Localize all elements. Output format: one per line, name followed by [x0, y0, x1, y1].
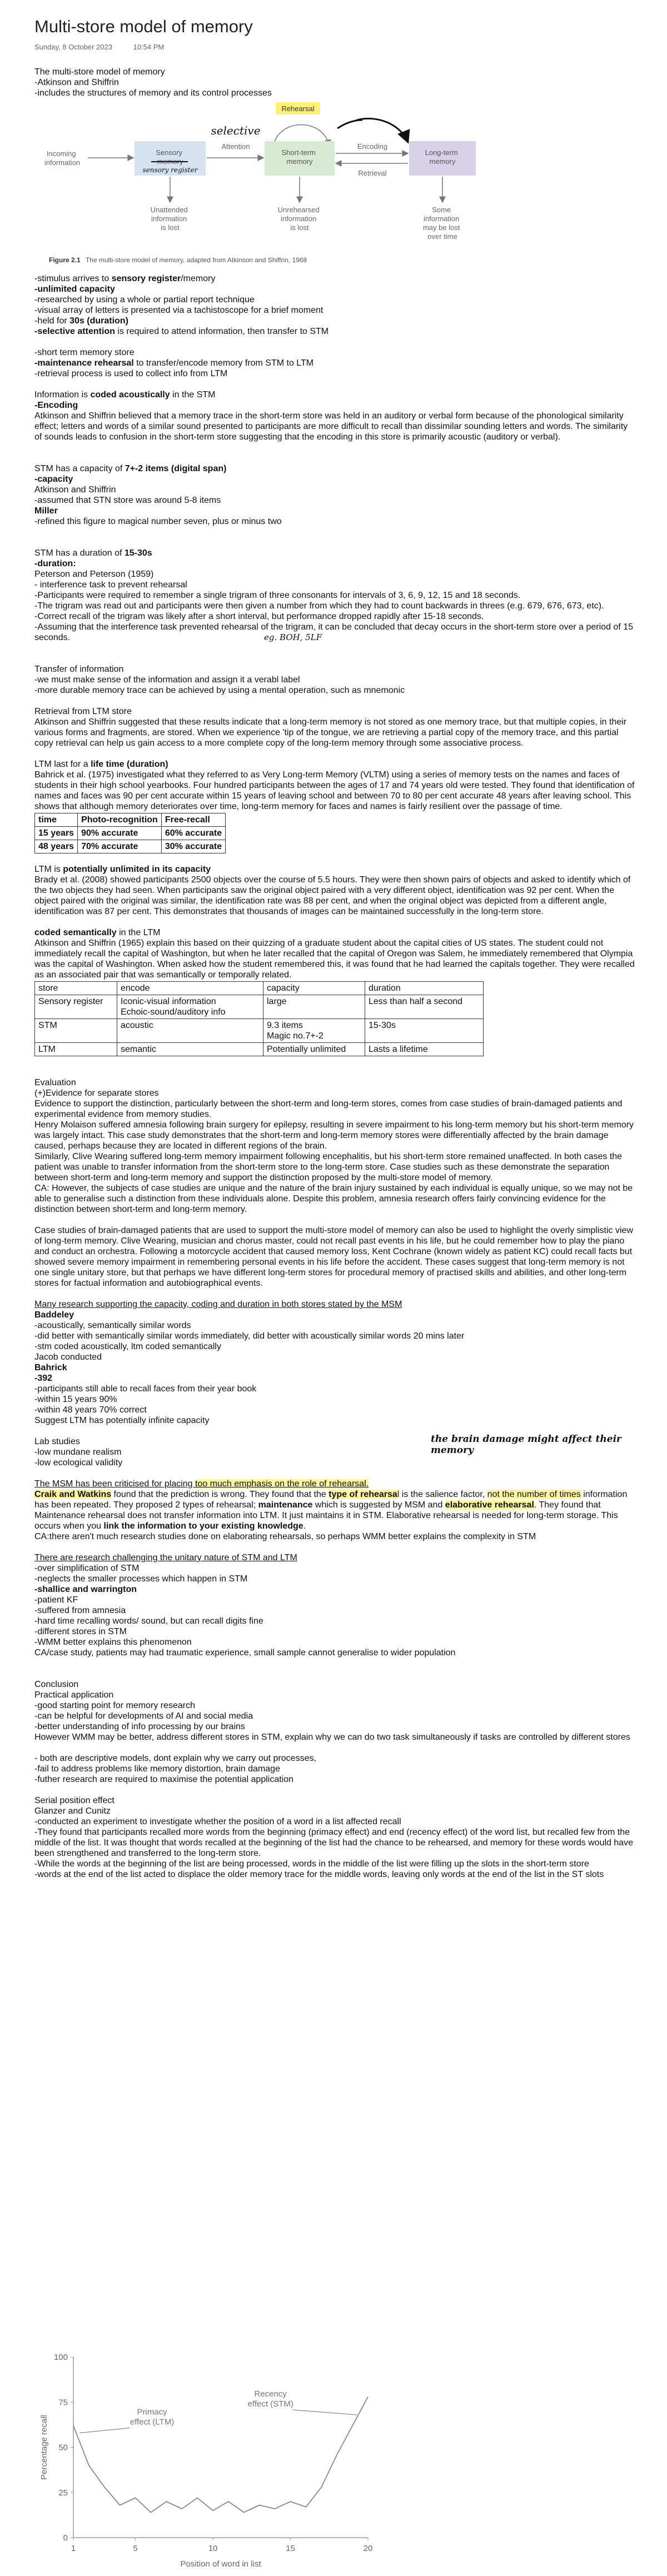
paragraph: Evidence to support the distinction, particularly between the short-term and long-term stores, comes from case studies of brain-damaged patients and experimental evidence from memory studies.	[34, 1099, 625, 1119]
intro-block	[34, 67, 635, 98]
paragraph: -Assuming that the interference task prevented rehearsal of the trigram, it can be concluded that decay occurs in the short-term store over a period of 15 seconds.	[34, 622, 636, 642]
handwritten-sensory-register: sensory register	[142, 166, 198, 174]
table-row	[35, 1043, 484, 1056]
text-line: -shallice and warrington	[34, 1585, 137, 1594]
table-cell: 90% accurate	[78, 827, 162, 840]
table-cell: LTM	[35, 1043, 117, 1056]
table-header-cell: store	[35, 982, 117, 995]
text-line: Peterson and Peterson (1959)	[34, 570, 154, 579]
table-header-cell: time	[35, 813, 78, 827]
paragraph: CA: However, the subjects of case studies are unique and the nature of the brain injury sustained by each individual is equally unique, so we may not be able to generalise such a distinction from these individuals alone. Despite this problem, amnesia research offers fairly convincing evidence for the distinction between short-term and long-term memory.	[34, 1184, 635, 1214]
text-line: -did better with semantically similar words immediately, did better with acoustically similar words 20 mins later	[34, 1331, 465, 1341]
table-cell: semantic	[117, 1043, 263, 1056]
text-line: -duration:	[34, 559, 76, 568]
sensory-section	[34, 273, 638, 1880]
table-cell: 9.3 items Magic no.7+-2	[263, 1019, 365, 1043]
table-header-row	[35, 813, 226, 827]
primacy-annotation: Primacy effect (LTM)	[130, 2407, 175, 2427]
text-line: -WMM better explains this phenomenon	[34, 1638, 192, 1647]
unrehearsed-label: Unrehearsed information is lost	[277, 206, 320, 232]
text-line: Glanzer and Cunitz	[34, 1806, 111, 1816]
some-info-label: Some information may be lost over time	[422, 206, 460, 241]
text-line: -participants still able to recall faces from their year book	[34, 1384, 257, 1394]
text-line: -conducted an experiment to investigate whether the position of a word in a list affected recall	[34, 1817, 401, 1826]
text-line: -low ecological validity	[34, 1458, 123, 1467]
chart-axes	[54, 2353, 372, 2553]
handwritten-note: eg. BOH, 5LF	[264, 632, 322, 642]
stores-table	[34, 981, 484, 1056]
paragraph: -Correct recall of the trigram was likely after a short interval, but performance dropped rapidly after 15-18 seconds.	[34, 612, 484, 621]
y-tick-label: 0	[63, 2533, 68, 2543]
x-tick-label: 10	[208, 2544, 218, 2553]
table-header-cell: encode	[117, 982, 263, 995]
text-line: -within 48 years 70% correct	[34, 1405, 147, 1415]
text-line: -over simplification of STM	[34, 1564, 140, 1573]
text-line: -neglects the smaller processes which happen in STM	[34, 1574, 248, 1584]
paragraph: Brady et al. (2008) showed participants 2500 objects over the course of 5.5 hours. They were then shown pairs of objects and asked to identify which of the two objects they had seen. When participants saw the original object paired with a very different object, identification was 92 per cent. When the object paired with the original was similar, the identification rate was 88 per cent, and when the original object was depicted from a different angle, identification was 87 per cent. This demonstrates that thousands of images can be maintained successfully in the long-term store.	[34, 875, 633, 916]
text-line: - interference task to prevent rehearsal	[34, 580, 187, 590]
intro-line: -Atkinson and Shiffrin	[34, 78, 119, 87]
text-line: Information is coded acoustically in the STM	[34, 390, 216, 400]
table-cell: 60% accurate	[161, 827, 225, 840]
text-line: Conclusion	[34, 1680, 79, 1689]
text-line: Baddeley	[34, 1310, 74, 1320]
x-axis-label: Position of word in list	[180, 2559, 261, 2569]
long-term-memory-label: Long-term memory	[425, 148, 458, 166]
y-tick-label: 25	[58, 2488, 68, 2498]
encoding-label: Encoding	[357, 142, 388, 151]
text-line: -retrieval process is used to collect info from LTM	[34, 369, 228, 378]
note-time: 10:54 PM	[133, 43, 165, 51]
text-line: -unlimited capacity	[34, 284, 115, 294]
text-line: -acoustically, semantically similar words	[34, 1321, 191, 1330]
text-line: -more durable memory trace can be achieved by using a mental operation, such as mnemonic	[34, 686, 405, 695]
text-line: -low mundane realism	[34, 1447, 122, 1457]
text-line: -hard time recalling words/ sound, but can recall digits fine	[34, 1616, 263, 1626]
text-line: Retrieval from LTM store	[34, 707, 132, 716]
text-line: Jacob conducted	[34, 1352, 102, 1362]
y-tick-label: 75	[58, 2398, 68, 2408]
table-header-cell: Photo-recognition	[78, 813, 162, 827]
table-cell: Iconic-visual information Echoic-sound/auditory info	[117, 995, 263, 1019]
text-line: Bahrick	[34, 1363, 67, 1372]
text-line: -fail to address problems like memory distortion, brain damage	[34, 1764, 280, 1774]
table-cell: 30% accurate	[161, 840, 225, 853]
retrieval-label: Retrieval	[358, 169, 387, 177]
text-line: STM has a duration of 15-30s	[34, 548, 152, 558]
handdrawn-arrow	[357, 118, 408, 142]
annotation-pointer	[79, 2428, 130, 2433]
text-line: -392	[34, 1374, 53, 1383]
text-line: STM has a capacity of 7+-2 items (digital span)	[34, 464, 227, 473]
handdrawn-stroke	[337, 120, 362, 128]
text-line: -short term memory store	[34, 348, 135, 357]
section-heading: Many research supporting the capacity, coding and duration in both stores stated by the MSM	[34, 1300, 402, 1309]
text-line: -selective attention is required to attend information, then transfer to STM	[34, 327, 329, 336]
intro-line: The multi-store model of memory	[34, 67, 165, 77]
text-line: -researched by using a whole or partial report technique	[34, 295, 255, 304]
table-cell: 15 years	[35, 827, 78, 840]
table-cell: 70% accurate	[78, 840, 162, 853]
table-row	[35, 827, 226, 840]
text-line: However WMM may be better, address different stores in STM, explain why we can do two task simultaneously if tasks are controlled by different stores	[34, 1733, 630, 1742]
text-line: -can be helpful for developments of AI and social media	[34, 1711, 253, 1721]
text-line: Transfer of information	[34, 665, 124, 674]
criticism-paragraph: The MSM has been criticised for placing too much emphasis on the role of rehearsal. Craik and Watkins found that the prediction is wrong. They found that the type of rehearsal is the salience factor, not the number of times information has been repeated. They proposed 2 types of rehearsal; maintenance which is suggested by MSM and elaborative rehearsal. They found that Maintenance rehearsal does not transfer information into LTM. It just maintains it in STM. Elaborative rehearsal is needed for long-term storage. This occurs when you link the information to your existing knowledge.	[34, 1479, 630, 1531]
recall-line	[73, 2397, 368, 2513]
table-cell: Less than half a second	[365, 995, 484, 1019]
paragraph: Atkinson and Shiffrin believed that a memory trace in the short-term store was held in an auditory or verbal form because of the phonological similarity effect; letters and words of a similar sound presented to participants are more difficult to recall than dissimilar sounding letters and words. The similarity of sounds leads to confusion in the short-term store suggesting that the encoding in this store is primarily acoustic (auditory or verbal).	[34, 411, 630, 442]
serial-position-chart	[34, 2346, 390, 2571]
multi-store-diagram	[34, 98, 479, 270]
table-cell: STM	[35, 1019, 117, 1043]
table-cell: Sensory register	[35, 995, 117, 1019]
text-line: - both are descriptive models, dont explain why we carry out processes,	[34, 1754, 316, 1763]
table-header-cell: duration	[365, 982, 484, 995]
text-line: -futher research are required to maximise the potential application	[34, 1775, 294, 1784]
text-line: -Encoding	[34, 401, 78, 410]
y-tick-label: 100	[53, 2353, 68, 2362]
text-line: -within 15 years 90%	[34, 1395, 117, 1404]
recency-annotation: Recency effect (STM)	[247, 2389, 293, 2409]
paragraph: -While the words at the beginning of the list are being processed, words in the middle of the list were filling up the slots in the short-term store	[34, 1859, 589, 1869]
text-line: LTM last for a life time (duration)	[34, 760, 168, 769]
table-cell: Potentially unlimited	[263, 1043, 365, 1056]
table-header-cell: capacity	[263, 982, 365, 995]
annotation-pointer	[293, 2410, 357, 2415]
table-cell: large	[263, 995, 365, 1019]
intro-line: -includes the structures of memory and its control processes	[34, 88, 272, 98]
paragraph: -They found that participants recalled more words from the beginning (primacy effect) and end (recency effect) of the word list, but recalled few from the middle of the list. It was thought that words recalled at the beginning of the list had the chance to be rehearsed, and memory for these words would have been strengthened and transferred to the long-term store.	[34, 1828, 636, 1858]
paragraph: Atkinson and Shiffrin (1965) explain this based on their quizzing of a graduate student about the capital cities of US states. The student could not immediately recall the capital of Washington, but when he later recalled that the capital of Oregon was Salem, he immediately remembered that Olympia was the capital of Washington. When asked how the student remembered this, it was found that he had learned the capitals together. They were recalled as an associated pair that was semantically or temporally related.	[34, 938, 638, 980]
text-line: -maintenance rehearsal to transfer/encode memory from STM to LTM	[34, 358, 314, 368]
section-heading: There are research challenging the unitary nature of STM and LTM	[34, 1553, 297, 1562]
text-line: coded semantically in the LTM	[34, 928, 161, 937]
text-line: -we must make sense of the information and assign it a verabl label	[34, 675, 300, 685]
y-tick-label: 50	[58, 2443, 68, 2453]
text-line: -suffered from amnesia	[34, 1606, 126, 1615]
text-line: Miller	[34, 506, 58, 516]
paragraph: CA:there aren't much research studies done on elaborating rehearsals, so perhaps WMM better explains the complexity in STM	[34, 1532, 536, 1541]
table-header-row	[35, 982, 484, 995]
paragraph: Henry Molaison suffered amnesia following brain surgery for epilepsy, resulting in severe impairment to his long-term memory but his short-term memory was largely intact. This case study demonstrates that the short-term and long-term memory stores were differentially affected by the brain damage caused, perhaps because they are located in different regions of the brain.	[34, 1120, 636, 1151]
table-cell: acoustic	[117, 1019, 263, 1043]
text-line: -assumed that STN store was around 5-8 items	[34, 496, 221, 505]
paragraph: Case studies of brain-damaged patients that are used to support the multi-store model of memory can also be used to highlight the overly simplistic view of long-term memory. Clive Wearing, musician and chorus master, could not recall past events in his life, but he could remember how to play the piano and conduct an orchestra. Following a motorcycle accident that caused memory loss, Kent Cochrane (known widely as patient KC) could recall facts but showed severe memory impairment in remembering personal events in his life before the accident. These cases suggest that long-term memory is not one single unitary store, but that perhaps we have different long-term stores for procedural memory of practised skills and abilities, and other long-term stores for factual information and autobiographical events.	[34, 1226, 636, 1288]
handwritten-selective: selective	[211, 124, 261, 137]
sensory-memory-label: Sensory memory	[156, 148, 183, 166]
table-header-cell: Free-recall	[161, 813, 225, 827]
x-tick-label: 5	[133, 2544, 138, 2553]
text-line: (+)Evidence for separate stores	[34, 1089, 159, 1098]
table-cell: Lasts a lifetime	[365, 1043, 484, 1056]
table-cell: 48 years	[35, 840, 78, 853]
rehearsal-label: Rehearsal	[281, 104, 315, 113]
text-line: Atkinson and Shiffrin	[34, 485, 116, 495]
note-timestamp	[34, 43, 183, 51]
unattended-label: Unattended information is lost	[150, 206, 188, 232]
text-line: -better understanding of info processing by our brains	[34, 1722, 245, 1731]
text-line: Suggest LTM has potentially infinite capacity	[34, 1416, 210, 1425]
note-date: Sunday, 8 October 2023	[34, 43, 112, 51]
table-row	[35, 840, 226, 853]
figure-caption: Figure 2.1 The multi-store model of memory, adapted from Atkinson and Shiffrin, 1968	[49, 256, 307, 264]
table-row	[35, 995, 484, 1019]
text-line: Practical application	[34, 1690, 114, 1700]
handwritten-note: the brain damage might affect their memory	[431, 1434, 621, 1456]
paragraph: Atkinson and Shiffrin suggested that these results indicate that a long-term memory is not stored as one memory trace, but that multiple copies, in their various forms and fragments, are stored. When we experience 'tip of the tongue, we are retrieving a partial copy of the memory trace, and this partial copy retrieval can help us gain access to a more complete copy of the long-term memory through some associative process.	[34, 717, 629, 748]
text-line: -capacity	[34, 475, 73, 484]
text-line: CA/case study, patients may had traumatic experience, small sample cannot generalise to wider population	[34, 1648, 456, 1658]
table-cell: 15-30s	[365, 1019, 484, 1043]
paragraph: Similarly, Clive Wearing suffered long-term memory impairment following encephalitis, but his short-term store remained unaffected. In both cases the patient was unable to transfer information from the short-term store to the long-term store. Case studies such as these demonstrate the separation between short-term and long-term memory and support the distinction proposed by the multi-store model of memory.	[34, 1152, 625, 1182]
text-line: -patient KF	[34, 1595, 78, 1605]
text-line: -held for 30s (duration)	[34, 316, 128, 326]
short-term-memory-label: Short-term memory	[281, 148, 316, 166]
paragraph: Bahrick et al. (1975) investigated what they referred to as Very Long-term Memory (VLTM) using a series of memory tests on the names and faces of students in their high school yearbooks. Four hundred participants between the ages of 17 and 74 years old were tested. They found that identification of names and faces was 90 per cent accurate within 15 years of leaving school and between 70 to 80 per cent accurate 48 years after leaving school. This shows that although memory deteriorates over time, long-term memory for faces and names is fairly resilient over the passage of time.	[34, 770, 637, 811]
incoming-label: Incoming information	[44, 149, 81, 167]
table-row	[35, 1019, 484, 1043]
section-heading: Evaluation	[34, 1078, 76, 1087]
text-line: -stimulus arrives to sensory register/memory	[34, 274, 216, 283]
paragraph: -The trigram was read out and participants were then given a number from which they had to count backwards in threes (e.g. 679, 676, 673, etc).	[34, 601, 604, 611]
x-tick-label: 15	[286, 2544, 295, 2553]
text-line: -different stores in STM	[34, 1627, 127, 1636]
text-line: Serial position effect	[34, 1796, 115, 1805]
text-line: -stm coded acoustically, ltm coded semantically	[34, 1342, 221, 1351]
text-line: -refined this figure to magical number seven, plus or minus two	[34, 517, 282, 526]
text-line: -visual array of letters is presented via a tachistoscope for a brief moment	[34, 306, 323, 315]
text-line: -good starting point for memory research	[34, 1701, 196, 1710]
paragraph: -Participants were required to remember a single trigram of three consonants for intervals of 3, 6, 9, 12, 15 and 18 seconds.	[34, 591, 521, 600]
bahrick-table	[34, 813, 226, 853]
x-tick-label: 1	[71, 2544, 76, 2553]
attention-label: Attention	[221, 142, 250, 151]
text-line: Lab studies	[34, 1437, 80, 1446]
x-tick-label: 20	[363, 2544, 373, 2553]
y-axis-label: Percentage recall	[39, 2415, 49, 2480]
page-title: Multi-store model of memory	[34, 17, 253, 36]
chart-marks	[73, 2389, 368, 2513]
paragraph: -words at the end of the list acted to displace the older memory trace for the middle words, leaving only words at the end of the list in the ST slots	[34, 1870, 604, 1879]
text-line: LTM is potentially unlimited in its capacity	[34, 865, 211, 874]
